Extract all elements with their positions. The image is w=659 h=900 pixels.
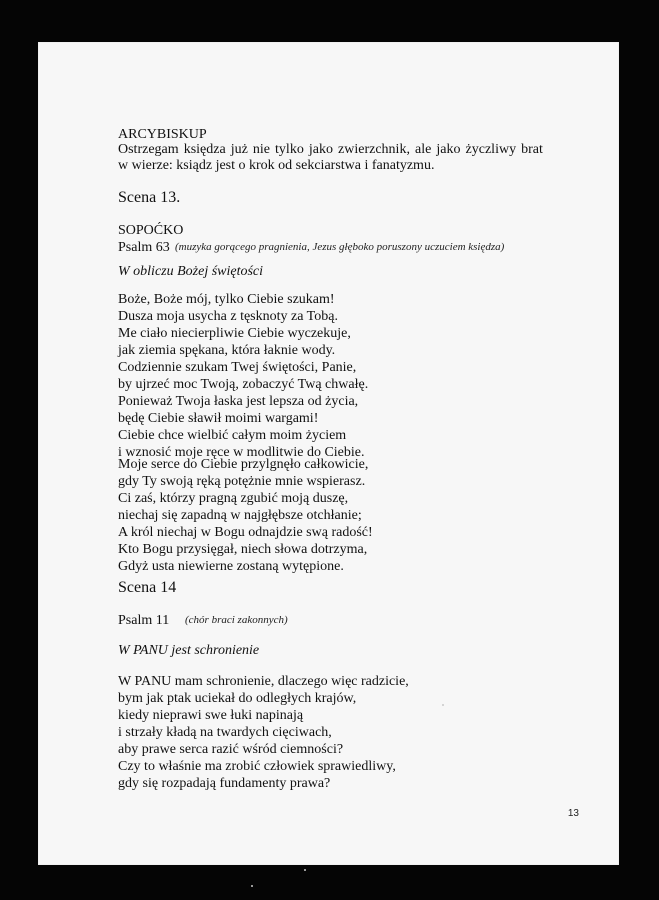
arcybiskup-line-2: w wierze: ksiądz jest o krok od sekciarstwa i fanatyzmu. [118, 158, 435, 173]
psalm-63-verse-line: niechaj się zapadną w najgłębsze otchłanie; [118, 508, 362, 523]
word: życzliwy [465, 142, 517, 157]
psalm-63-verse-line: A król niechaj w Bogu odnajdzie swą radość! [118, 525, 373, 540]
psalm-63-verse-line: Ci zaś, którzy pragną zgubić moją duszę, [118, 491, 349, 506]
word: nie [252, 142, 270, 157]
speaker-arcybiskup: ARCYBISKUP [118, 127, 207, 142]
word: jako [436, 142, 461, 157]
word: brat [521, 142, 543, 157]
psalm-11-verse-line: gdy się rozpadają fundamenty prawa? [118, 776, 331, 791]
psalm-11-verse-line: W PANU mam schronienie, dlaczego więc radzicie, [118, 674, 409, 689]
psalm-63-stage-direction: (muzyka gorącego pragnienia, Jezus głęboko poruszony uczuciem księdza) [175, 241, 505, 253]
scene-13-title: Scena 13. [118, 189, 181, 206]
word: księdza [183, 142, 226, 157]
psalm-63-verse-line: Gdyż usta niewierne zostaną wytępione. [118, 559, 344, 574]
scene-14-title: Scena 14 [118, 579, 177, 596]
psalm-11-subtitle: W PANU jest schronienie [118, 643, 260, 658]
arcybiskup-line-1 [118, 141, 543, 158]
speaker-sopocko: SOPOĆKO [118, 223, 184, 238]
psalm-11-label: Psalm 11 [118, 613, 170, 628]
word: zwierzchnik, [338, 142, 410, 157]
psalm-63-verse-line: by ujrzeć moc Twoją, zobaczyć Twą chwałę. [118, 377, 369, 392]
word: ale [415, 142, 432, 157]
psalm-11-stage-direction: (chór braci zakonnych) [185, 614, 288, 626]
psalm-11-verse-line: aby prawe serca razić wśród ciemności? [118, 742, 344, 757]
psalm-63-verse-line: Moje serce do Ciebie przylgnęło całkowicie, [118, 457, 369, 472]
psalm-63-verse-line: Dusza moja usycha z tęsknoty za Tobą. [118, 309, 338, 324]
word: tylko [275, 142, 304, 157]
scan-speck [251, 885, 253, 887]
psalm-11-verse-line: bym jak ptak uciekał do odległych krajów, [118, 691, 357, 706]
psalm-63-verse-line: Boże, Boże mój, tylko Ciebie szukam! [118, 292, 335, 307]
word: Ostrzegam [118, 142, 179, 157]
psalm-63-verse-line: Ciebie chce wielbić całym moim życiem [118, 428, 347, 443]
psalm-63-verse-line: Kto Bogu przysięgał, niech słowa dotrzyma, [118, 542, 368, 557]
word: już [230, 142, 248, 157]
scan-speck [304, 869, 306, 871]
page-number: 13 [567, 808, 579, 819]
document-page [38, 42, 619, 865]
psalm-11-verse-line: Czy to właśnie ma zrobić człowiek sprawiedliwy, [118, 759, 396, 774]
psalm-63-subtitle: W obliczu Bożej świętości [118, 264, 264, 279]
psalm-11-verse-line: i strzały kładą na twardych cięciwach, [118, 725, 332, 740]
psalm-63-verse-line: Me ciało niecierpliwie Ciebie wyczekuje, [118, 326, 351, 341]
psalm-11-verse-line: kiedy nieprawi swe łuki napinają [118, 708, 304, 723]
psalm-63-verse-line: gdy Ty swoją ręką potężnie mnie wspierasz. [118, 474, 366, 489]
psalm-63-verse-line: Ponieważ Twoja łaska jest lepsza od życia, [118, 394, 359, 409]
psalm-63-verse-line: i wznosić moje ręce w modlitwie do Ciebie. [118, 445, 365, 460]
psalm-63-verse-line: jak ziemia spękana, która łaknie wody. [118, 343, 336, 358]
psalm-63-label: Psalm 63 [118, 240, 170, 255]
psalm-63-verse-line: będę Ciebie sławił moimi wargami! [118, 411, 319, 426]
scan-speck [442, 704, 444, 706]
psalm-63-verse-line: Codziennie szukam Twej świętości, Panie, [118, 360, 357, 375]
word: jako [308, 142, 333, 157]
